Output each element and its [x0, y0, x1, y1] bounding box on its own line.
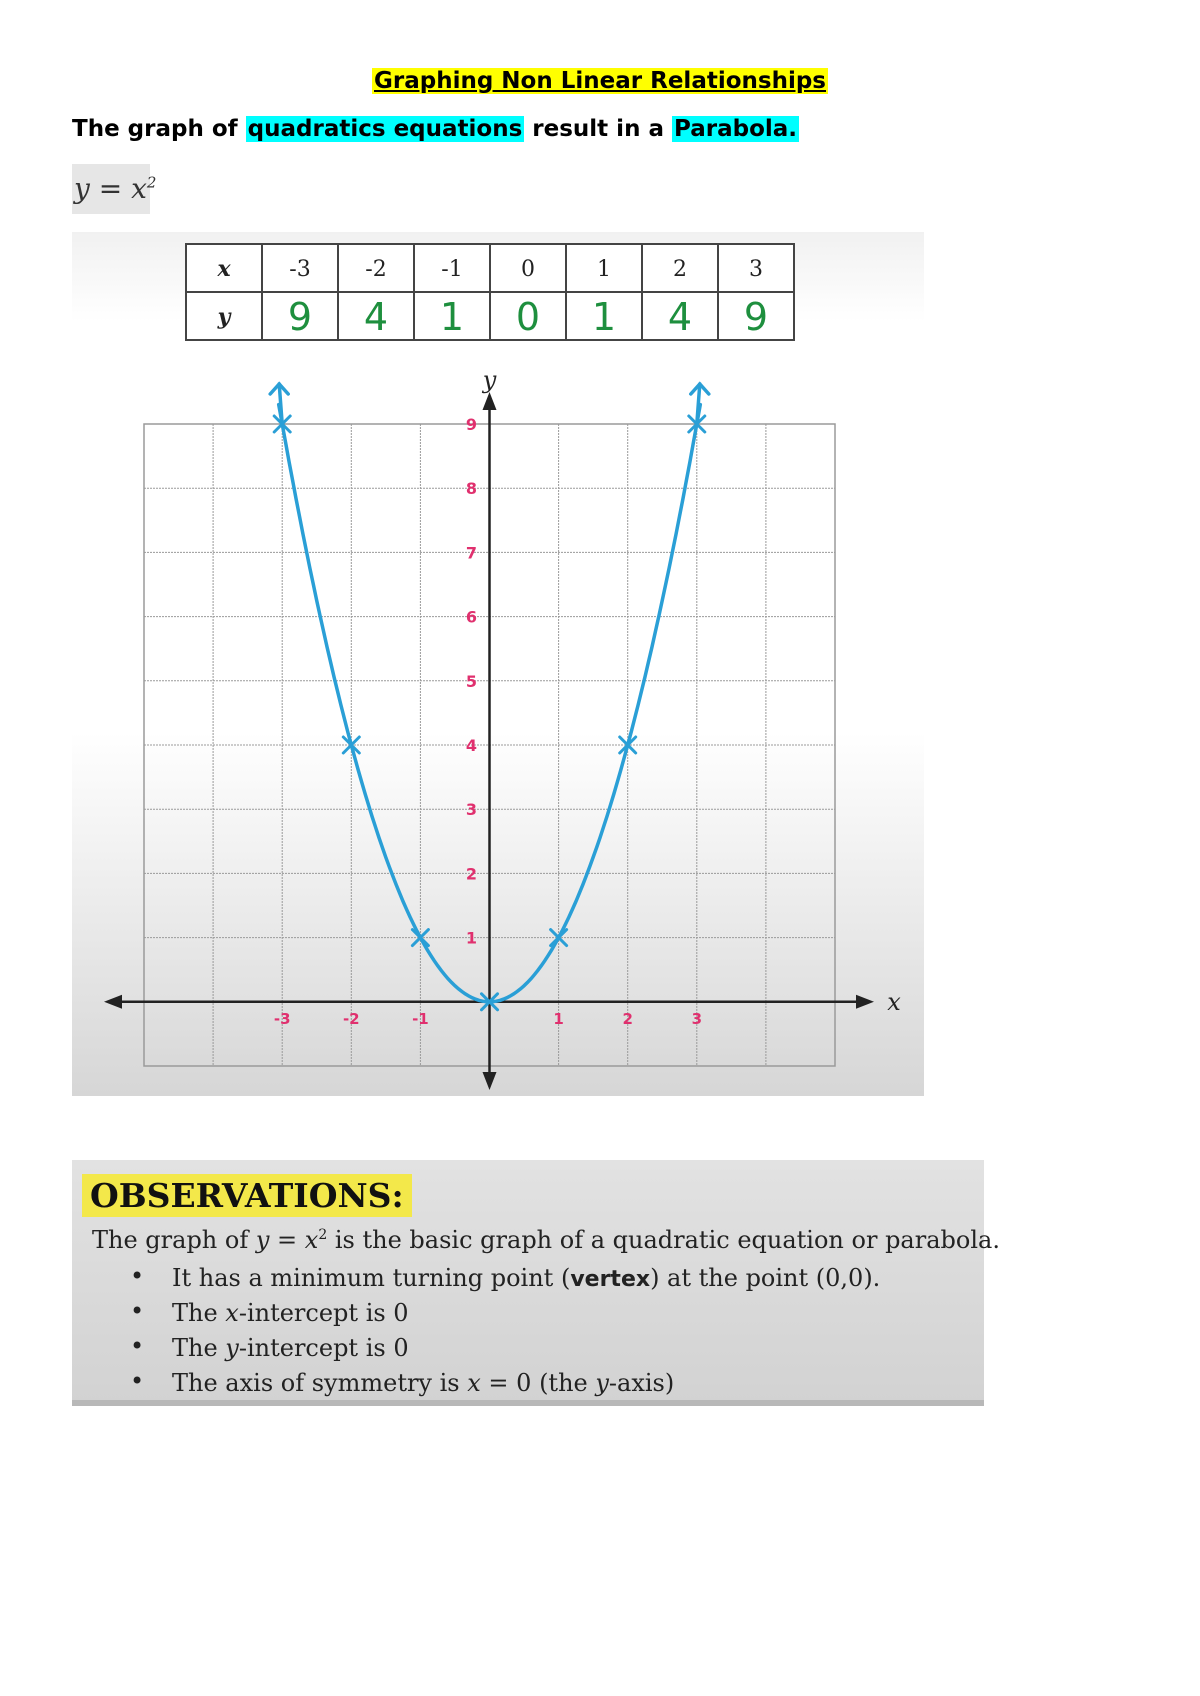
parabola-graph — [72, 232, 924, 1096]
y-tick-label: 6 — [465, 607, 478, 627]
intro-sentence: The graph of quadratics equations result in a Parabola. — [72, 116, 798, 142]
table-x-header: x — [217, 256, 231, 282]
observations-intro: The graph of $y = x^2$ is the basic graph of a quadratic equation or parabola. — [92, 1226, 1000, 1254]
table-x-cell: -1 — [441, 257, 463, 282]
x-tick-label: 3 — [691, 1009, 703, 1028]
y-tick-label: 1 — [465, 928, 478, 948]
equation-image: $y = x^2$ — [72, 164, 150, 214]
y-tick-label: 8 — [465, 479, 478, 499]
x-axis-arrow-left — [104, 995, 122, 1009]
x-tick-label: -2 — [342, 1009, 360, 1028]
table-y-cell: 1 — [591, 295, 617, 339]
y-tick-label: 2 — [465, 864, 478, 884]
x-tick-label: 2 — [622, 1009, 633, 1028]
table-x-cell: 0 — [521, 257, 535, 282]
table-x-cell: -2 — [365, 257, 387, 282]
observations-image — [72, 1160, 1000, 1406]
observation-x-intercept: • The x-intercept is 0 — [130, 1299, 880, 1334]
observation-y-intercept: • The y-intercept is 0 — [130, 1334, 880, 1369]
observations-list — [130, 1264, 880, 1404]
x-axis-label: x — [887, 987, 901, 1016]
y-tick-label: 3 — [465, 800, 478, 820]
table-x-cell: 1 — [597, 257, 611, 282]
graph-image — [72, 232, 924, 1096]
x-tick-label: -1 — [412, 1009, 429, 1028]
y-tick-label: 5 — [465, 671, 478, 691]
page-title: Graphing Non Linear Relationships — [374, 68, 826, 94]
bottom-strip — [72, 1400, 984, 1406]
graph-axes — [104, 366, 901, 1090]
table-y-cell: 0 — [515, 295, 541, 339]
observations-heading: OBSERVATIONS: — [82, 1174, 412, 1217]
y-axis-label: y — [482, 366, 497, 394]
table-x-cell: 2 — [673, 257, 687, 282]
table-y-cell: 4 — [363, 295, 389, 339]
table-y-header: y — [217, 304, 231, 330]
y-axis-arrow-down — [483, 1072, 497, 1090]
table-x-cell: 3 — [749, 257, 763, 282]
values-table — [186, 244, 794, 340]
highlight-quadratics: quadratics equations — [247, 116, 523, 142]
table-x-cell: -3 — [289, 257, 311, 282]
x-tick-label: 1 — [553, 1009, 564, 1028]
table-y-cell: 1 — [439, 295, 465, 339]
tick-labels — [274, 415, 702, 1028]
y-tick-label: 9 — [465, 415, 478, 434]
x-axis-arrow-right — [856, 995, 874, 1009]
highlight-parabola: Parabola. — [673, 116, 798, 142]
y-tick-label: 4 — [465, 736, 478, 755]
y-tick-label: 7 — [465, 543, 478, 563]
x-tick-label: -3 — [273, 1009, 291, 1028]
observation-axis-of-symmetry: • The axis of symmetry is x = 0 (the y-axis) — [130, 1369, 880, 1404]
table-y-cell: 9 — [743, 295, 769, 339]
table-y-cell: 4 — [667, 295, 693, 339]
table-y-cell: 9 — [287, 295, 313, 339]
y-axis-arrow-up — [483, 392, 497, 410]
observation-vertex: • It has a minimum turning point (vertex) at the point (0,0). — [130, 1264, 880, 1299]
